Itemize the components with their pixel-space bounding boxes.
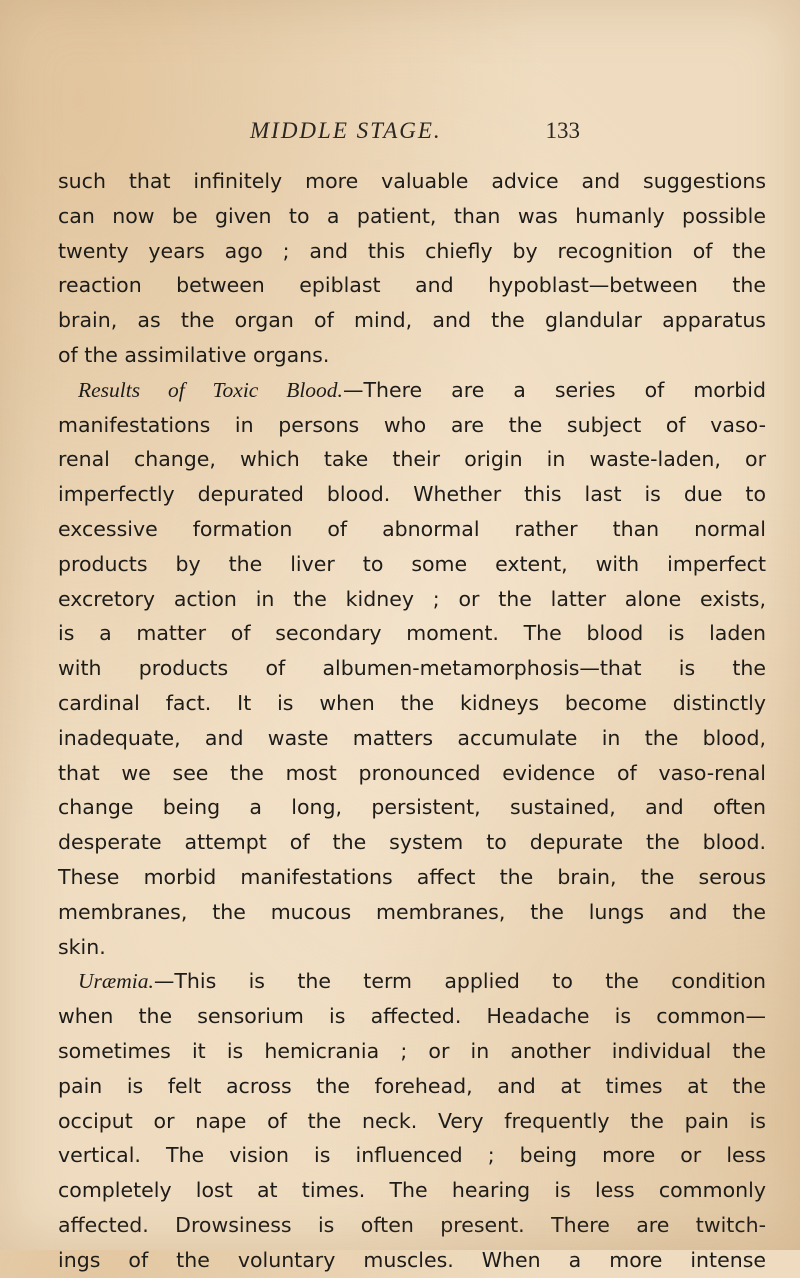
text-line: sometimes it is hemicrania ; or in another individual the: [58, 1038, 766, 1063]
text-line: completely lost at times. The hearing is less commonly: [58, 1178, 766, 1203]
section-heading-uraemia: Uræmia.: [78, 969, 154, 994]
text-line: reaction between epiblast and hypoblast—between the: [58, 273, 766, 298]
text-line: renal change, which take their origin in waste-laden, or: [58, 447, 766, 472]
page-number: 133: [545, 118, 580, 143]
text-line: excretory action in the kidney ; or the latter alone exists,: [58, 586, 766, 611]
text-line: cardinal fact. It is when the kidneys become distinctly: [58, 690, 766, 715]
text-line: products by the liver to some extent, with imperfect: [58, 551, 766, 576]
text-line: is a matter of secondary moment. The blood is laden: [58, 621, 766, 646]
running-title: MIDDLE STAGE.: [250, 118, 442, 143]
text-line: can now be given to a patient, than was humanly possible: [58, 203, 766, 228]
text-line: twenty years ago ; and this chiefly by recognition of the: [58, 238, 766, 263]
section-heading-line: [58, 964, 766, 999]
text-line: vertical. The vision is influenced ; being more or less: [58, 1143, 766, 1168]
text-line: membranes, the mucous membranes, the lungs and the: [58, 899, 766, 924]
running-head: [250, 118, 580, 150]
section-heading-toxic-blood: Results of Toxic Blood.: [78, 377, 343, 402]
text-line: desperate attempt of the system to depurate the blood.: [58, 830, 766, 855]
text-line: when the sensorium is affected. Headache is common—: [58, 1004, 766, 1029]
text-line: These morbid manifestations affect the brain, the serous: [58, 864, 766, 889]
text-line: with products of albumen-metamorphosis—that is the: [58, 656, 766, 681]
text-line: such that infinitely more valuable advice and suggestions: [58, 169, 766, 193]
text-line: pain is felt across the forehead, and at times at the: [58, 1073, 766, 1098]
text-line: imperfectly depurated blood. Whether this last is due to: [58, 482, 766, 507]
text-line: that we see the most pronounced evidence of vaso-renal: [58, 760, 766, 785]
section-heading-rest: —There are a series of morbid: [342, 377, 766, 402]
text-line: ings of the voluntary muscles. When a more intense: [58, 1247, 766, 1272]
text-line: change being a long, persistent, sustained, and often: [58, 795, 766, 820]
text-line: occiput or nape of the neck. Very frequently the pain is: [58, 1108, 766, 1133]
text-line: skin.: [58, 934, 106, 959]
text-line: of the assimilative organs.: [58, 342, 330, 367]
section-heading-line: [58, 373, 766, 408]
text-line: manifestations in persons who are the subject of vaso-: [58, 412, 766, 437]
text-line: brain, as the organ of mind, and the glandular apparatus: [58, 308, 766, 333]
text-line: affected. Drowsiness is often present. There are twitch-: [58, 1212, 766, 1237]
body-text: [58, 164, 766, 1278]
text-line: inadequate, and waste matters accumulate in the blood,: [58, 725, 766, 750]
section-heading-rest: —This is the term applied to the condition: [153, 969, 766, 994]
text-line: excessive formation of abnormal rather than normal: [58, 516, 766, 541]
